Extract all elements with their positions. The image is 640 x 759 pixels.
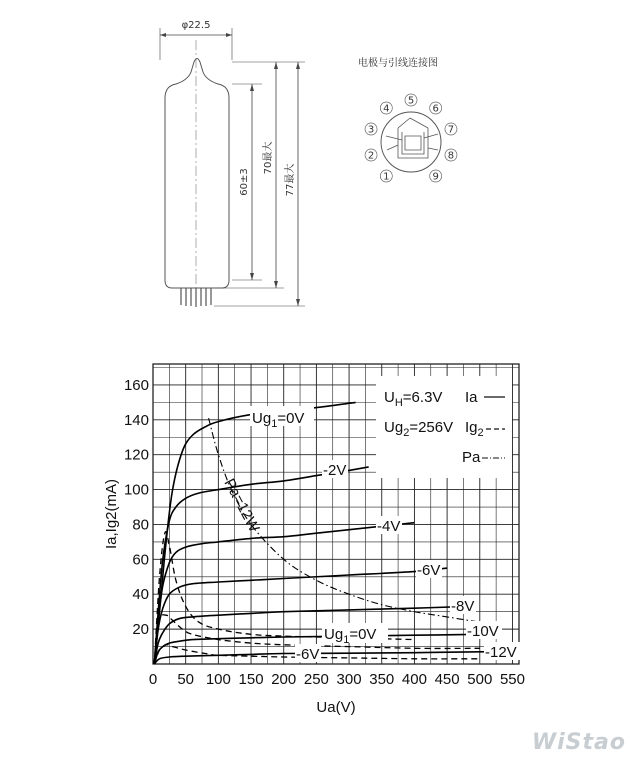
x-tick-label: 300 <box>336 671 362 688</box>
y-tick-label: 60 <box>132 551 149 569</box>
label-pa12w: Pa=12W <box>220 475 263 536</box>
pin-number: 4 <box>383 103 390 115</box>
legend-ig2-name: $Ig_2$ <box>465 419 484 439</box>
x-tick-label: 50 <box>177 671 195 688</box>
tube-pins <box>181 288 211 307</box>
label-ug1-0v-g2: $Ug_1=0V$ <box>324 626 377 646</box>
y-tick-label: 140 <box>123 411 149 429</box>
legend-heater: $U_H=6.3V$ <box>384 389 443 409</box>
y-tick-label: 100 <box>123 481 149 499</box>
label-m10v: -10V <box>467 623 499 640</box>
y-tick-label: 40 <box>132 586 149 604</box>
label-m6v-g2: -6V <box>296 646 320 663</box>
x-tick-label: 500 <box>467 671 493 688</box>
tube-dimension-drawing <box>0 0 640 340</box>
x-tick-label: 450 <box>434 671 460 688</box>
pin-number: 2 <box>367 150 375 162</box>
dim-70-label: 70最大 <box>263 141 274 175</box>
pin-number: 6 <box>432 103 439 115</box>
x-tick-label: 250 <box>303 671 329 688</box>
y-tick-label: 80 <box>132 516 149 534</box>
pin-number: 9 <box>432 171 439 183</box>
label-m6v: -6V <box>417 562 441 579</box>
label-ug1-0v: $Ug_1=0V$ <box>252 410 305 430</box>
y-axis-title: Ia,Ig2(mA) <box>103 478 120 550</box>
x-tick-label: 100 <box>205 671 231 688</box>
watermark-logo: WiStao <box>531 730 626 755</box>
x-tick-label: 200 <box>271 671 297 688</box>
x-tick-label: 400 <box>401 671 427 688</box>
y-tick-label: 160 <box>123 376 149 394</box>
x-tick-label: 350 <box>369 671 395 688</box>
pinout-electrodes <box>386 118 438 158</box>
pin-number: 3 <box>367 124 375 136</box>
diameter-arrow-right <box>226 33 232 37</box>
legend-pa-name: Pa <box>462 449 481 466</box>
pin-number: 1 <box>383 171 390 183</box>
tube-characteristic-chart <box>0 340 640 759</box>
y-tick-label: 120 <box>123 446 149 464</box>
pinout-base-circle <box>381 112 441 172</box>
x-tick-label: 150 <box>238 671 264 688</box>
dim-60-label: 60±3 <box>239 168 250 196</box>
pin-number: 7 <box>447 124 455 136</box>
x-tick-label: 550 <box>499 671 525 688</box>
label-m4v: -4V <box>377 518 401 535</box>
diameter-arrow-left <box>160 33 166 37</box>
y-tick-label: 20 <box>132 621 149 639</box>
legend-ia-name: Ia <box>465 389 478 406</box>
label-m12v: -12V <box>485 644 517 661</box>
tube-envelope <box>165 59 229 289</box>
legend-screen: $Ug_2=256V$ <box>384 419 454 439</box>
label-m8v: -8V <box>451 598 475 615</box>
x-axis-title: Ua(V) <box>316 699 356 716</box>
pinout-title: 电极与引线连接图 <box>358 58 438 69</box>
dim-77-label: 77最大 <box>285 163 296 197</box>
pin-number: 8 <box>447 150 455 162</box>
diameter-label: φ22.5 <box>181 20 211 31</box>
pin-numbers <box>365 94 457 182</box>
chart-legend <box>376 376 512 478</box>
x-tick-label: 0 <box>148 671 158 688</box>
pin-number: 5 <box>407 95 415 107</box>
label-m2v: -2V <box>323 462 347 479</box>
